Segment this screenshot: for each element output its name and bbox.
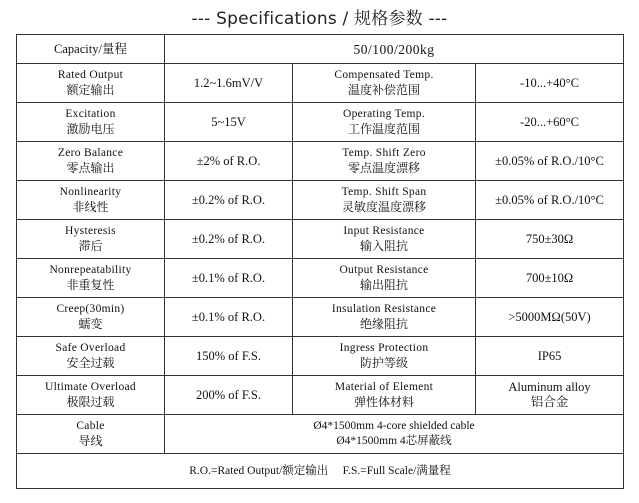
- param-name-zh: 温度补偿范围: [347, 83, 420, 97]
- right-param-value: [476, 220, 624, 259]
- param-name-en: Ultimate Overload: [44, 381, 136, 393]
- spec-row: [17, 298, 624, 337]
- param-value: ±0.05% of R.O./10°C: [495, 154, 604, 168]
- left-param-value: [165, 259, 293, 298]
- param-value: 700±10Ω: [525, 271, 574, 285]
- param-name-zh: 激励电压: [66, 122, 115, 136]
- param-value: 5~15V: [211, 115, 246, 129]
- cable-label-zh: 导线: [78, 434, 103, 448]
- param-name-zh: 绝缘阻抗: [359, 317, 408, 331]
- param-value: ±0.1% of R.O.: [191, 310, 266, 324]
- capacity-row: [17, 35, 624, 64]
- right-param-label: [293, 220, 476, 259]
- spec-row: [17, 220, 624, 259]
- spec-row: [17, 376, 624, 415]
- param-name-zh: 零点输出: [66, 161, 115, 175]
- param-value: 750±30Ω: [525, 232, 574, 246]
- cable-label-en: Cable: [76, 420, 105, 432]
- right-param-label: [293, 337, 476, 376]
- param-name-en: Output Resistance: [339, 264, 429, 276]
- left-param-value: [165, 181, 293, 220]
- right-param-value: [476, 64, 624, 103]
- left-param-value: [165, 337, 293, 376]
- param-name-en: Temp. Shift Zero: [342, 147, 426, 159]
- left-param-label: [17, 181, 165, 220]
- param-value: IP65: [537, 349, 562, 363]
- param-name-zh: 灵敏度温度漂移: [341, 200, 426, 214]
- param-name-zh: 非线性: [72, 200, 109, 214]
- param-name-zh: 防护等级: [359, 356, 408, 370]
- left-param-label: [17, 337, 165, 376]
- page-title: --- Specifications / 规格参数 ---: [191, 9, 448, 29]
- right-param-value: [476, 298, 624, 337]
- cable-value: [165, 415, 624, 454]
- right-param-label: [293, 298, 476, 337]
- param-name-en: Temp. Shift Span: [341, 186, 427, 198]
- specifications-table: [16, 34, 624, 489]
- right-param-value: [476, 337, 624, 376]
- footnote: R.O.=Rated Output/额定输出 F.S.=Full Scale/满量程: [17, 454, 624, 489]
- left-param-value: [165, 64, 293, 103]
- param-name-zh: 安全过载: [66, 356, 115, 370]
- cable-value-en: Ø4*1500mm 4-core shielded cable: [313, 420, 475, 432]
- param-name-en: Compensated Temp.: [334, 69, 434, 81]
- left-param-label: [17, 298, 165, 337]
- param-name-en: Material of Element: [334, 381, 434, 393]
- footnote-row: [17, 454, 624, 489]
- param-name-en: Insulation Resistance: [331, 303, 437, 315]
- right-param-label: [293, 142, 476, 181]
- right-param-value: [476, 376, 624, 415]
- param-name-en: Nonrepeatability: [49, 264, 132, 276]
- spec-row: [17, 103, 624, 142]
- spec-row: [17, 142, 624, 181]
- param-value: -20...+60°C: [520, 115, 579, 129]
- left-param-value: [165, 220, 293, 259]
- param-name-zh: 额定输出: [66, 83, 115, 97]
- param-value: 1.2~1.6mV/V: [193, 76, 264, 90]
- right-param-label: [293, 64, 476, 103]
- param-name-en: Input Resistance: [343, 225, 425, 237]
- spec-row: [17, 64, 624, 103]
- param-name-en: Rated Output: [57, 69, 124, 81]
- param-value: 150% of F.S.: [196, 349, 261, 363]
- right-param-value: [476, 259, 624, 298]
- cable-row: [17, 415, 624, 454]
- param-value: -10...+40°C: [520, 76, 579, 90]
- right-param-label: [293, 103, 476, 142]
- param-name-zh: 输入阻抗: [359, 239, 408, 253]
- param-value: ±0.2% of R.O.: [191, 232, 266, 246]
- right-param-label: [293, 181, 476, 220]
- left-param-value: [165, 103, 293, 142]
- spec-row: [17, 181, 624, 220]
- left-param-label: [17, 220, 165, 259]
- param-value: 200% of F.S.: [196, 388, 261, 402]
- param-name-zh: 蠕变: [78, 317, 103, 331]
- param-value: ±2% of R.O.: [196, 154, 261, 168]
- left-param-label: [17, 103, 165, 142]
- cable-label: [17, 415, 165, 454]
- right-param-value: [476, 142, 624, 181]
- param-name-en: Nonlinearity: [59, 186, 122, 198]
- param-value: ±0.1% of R.O.: [191, 271, 266, 285]
- left-param-value: [165, 376, 293, 415]
- left-param-label: [17, 376, 165, 415]
- param-name-zh: 非重复性: [66, 278, 115, 292]
- left-param-value: [165, 298, 293, 337]
- cable-value-zh: Ø4*1500mm 4芯屏蔽线: [336, 435, 452, 447]
- right-param-label: [293, 259, 476, 298]
- param-value: ±0.2% of R.O.: [191, 193, 266, 207]
- capacity-value: 50/100/200kg: [165, 35, 624, 64]
- param-name-en: Operating Temp.: [342, 108, 426, 120]
- param-name-en: Hysteresis: [65, 225, 116, 237]
- param-name-zh: 工作温度范围: [347, 122, 420, 136]
- param-value: >5000MΩ(50V): [508, 310, 591, 324]
- spec-row: [17, 337, 624, 376]
- param-name-en: Zero Balance: [57, 147, 124, 159]
- param-name-en: Safe Overload: [55, 342, 126, 354]
- param-name-en: Creep(30min): [56, 303, 125, 315]
- param-name-zh: 极限过载: [66, 395, 115, 409]
- left-param-label: [17, 142, 165, 181]
- left-param-value: [165, 142, 293, 181]
- param-name-en: Excitation: [65, 108, 116, 120]
- left-param-label: [17, 259, 165, 298]
- spec-row: [17, 259, 624, 298]
- param-name-zh: 零点温度漂移: [347, 161, 420, 175]
- right-param-label: [293, 376, 476, 415]
- param-value: Aluminum alloy 铝合金: [508, 380, 591, 409]
- right-param-value: [476, 181, 624, 220]
- capacity-label: Capacity/量程: [17, 35, 165, 64]
- param-name-zh: 弹性体材料: [353, 395, 414, 409]
- param-name-en: Ingress Protection: [339, 342, 429, 354]
- param-name-zh: 滞后: [78, 239, 103, 253]
- right-param-value: [476, 103, 624, 142]
- param-value: ±0.05% of R.O./10°C: [495, 193, 604, 207]
- left-param-label: [17, 64, 165, 103]
- param-name-zh: 输出阻抗: [359, 278, 408, 292]
